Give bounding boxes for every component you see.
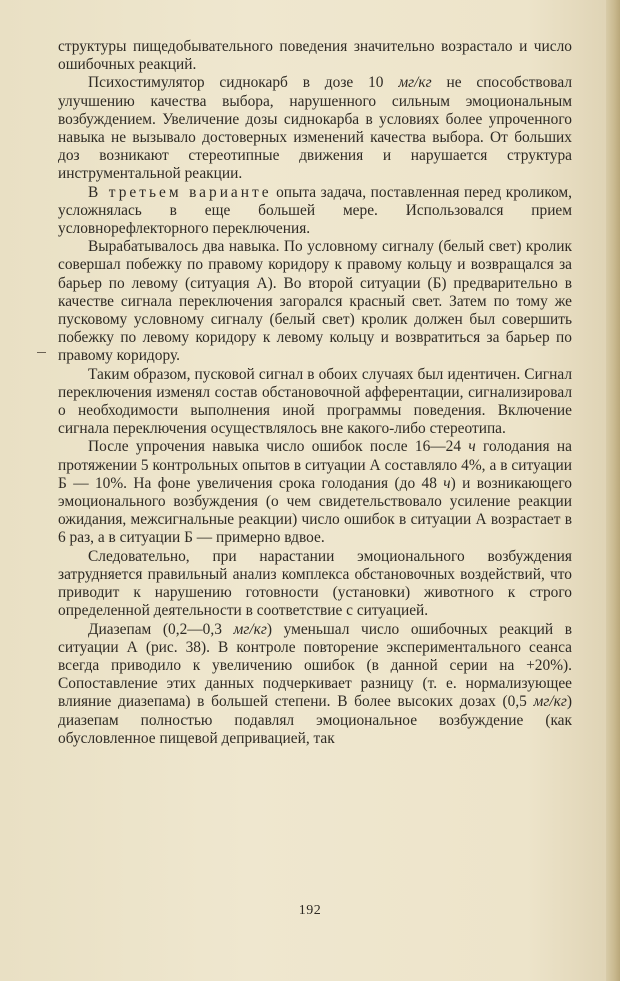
text-run: Психостимулятор сиднокарб в дозе 10 bbox=[88, 74, 399, 92]
page-number: 192 bbox=[298, 903, 322, 918]
text-run: голодания на протяжении 5 контрольных опытов в ситуации А составляло 4%, а в ситуации Б — 10%. На фоне увеличения срока голодания (до 48 bbox=[58, 438, 572, 492]
text-run: Диазепам (0,2—0,3 bbox=[88, 620, 234, 638]
paragraph bbox=[58, 438, 572, 547]
italic-unit: ч bbox=[468, 438, 476, 456]
text-run: ) уменьшал число ошибочных реакций в ситуации А (рис. 38). В контроле повторение экспериментального сеанса всегда приводило к увеличению ошибок (в данной серии на +20%). Сопоставление этих данных подчеркивает разницу (т. е. нормализующее влияние диазепама) в большей степени. В более высоких дозах (0,5 bbox=[58, 620, 572, 711]
text-run: ) диазепам полностью подавлял эмоциональное возбуждение (как обусловленное пищевой депривацией, так bbox=[58, 693, 572, 747]
text-run: Следовательно, при нарастании эмоционального возбуждения затрудняется правильный анализ комплекса обстановочных воздействий, что приводит к нарушению готовности (установки) животного к строго определенной деятельности в соответствие с ситуацией. bbox=[58, 547, 572, 620]
paragraph bbox=[58, 621, 572, 748]
paragraph bbox=[58, 548, 572, 621]
italic-unit: ч bbox=[443, 474, 451, 492]
text-run: После упрочения навыка число ошибок после 16—24 bbox=[88, 438, 469, 456]
spaced-emphasis: В третьем варианте bbox=[88, 183, 272, 201]
text-run: Таким образом, пусковой сигнал в обоих случаях был идентичен. Сигнал переключения изменял состав обстановочной афферентации, сигнализировал о необходимости выполнения иной программы поведения. Включение сигнала переключения осуществлялось вне какого-либо стереотипа. bbox=[58, 365, 572, 438]
paragraph bbox=[58, 238, 572, 365]
margin-mark bbox=[37, 352, 46, 353]
text-body bbox=[58, 38, 572, 748]
italic-unit: мг/кг bbox=[533, 693, 567, 711]
text-run: опыта задача, поставленная перед кроликом, усложнялась в еще большей мере. Использовался прием условнорефлекторного переключения. bbox=[58, 183, 573, 238]
text-run: Вырабатывалось два навыка. По условному сигналу (белый свет) кролик совершал побежку по правому коридору к правому кольцу и возвращался за барьер по левому (ситуация А). Во второй ситуации (Б) предварительно в качестве сигнала переключения загорался красный свет. Затем по тому же пусковому условному сигналу (белый свет) кролик должен был совершить побежку по левому коридору к левому кольцу и возвратиться за барьер по правому коридору. bbox=[58, 238, 572, 365]
paragraph bbox=[58, 184, 572, 239]
text-run: не способствовал улучшению качества выбора, нарушенного сильным эмоциональным возбуждением. Увеличение дозы сиднокарба в условиях более упроченного навыка не вызывало достоверных изменений качества выбора. От больших доз возникают стереотипные движения и нарушается структура инструментальной реакции. bbox=[58, 74, 572, 183]
paragraph bbox=[58, 74, 572, 183]
paragraph bbox=[58, 38, 572, 74]
italic-unit: мг/кг bbox=[233, 620, 267, 638]
text-run: ) и возникающего эмоционального возбуждения (о чем свидетельствовало усиление реакции ожидания, межсигнальные реакции) число ошибок в ситуации А возрастает в 6 раз, а в ситуации Б — примерно вдвое. bbox=[58, 474, 572, 547]
paragraph bbox=[58, 366, 572, 439]
italic-unit: мг/кг bbox=[398, 74, 432, 92]
text-run: структуры пищедобывательного поведения значительно возрастало и число ошибочных реакций. bbox=[58, 38, 572, 74]
page-spine-shadow bbox=[606, 0, 620, 981]
